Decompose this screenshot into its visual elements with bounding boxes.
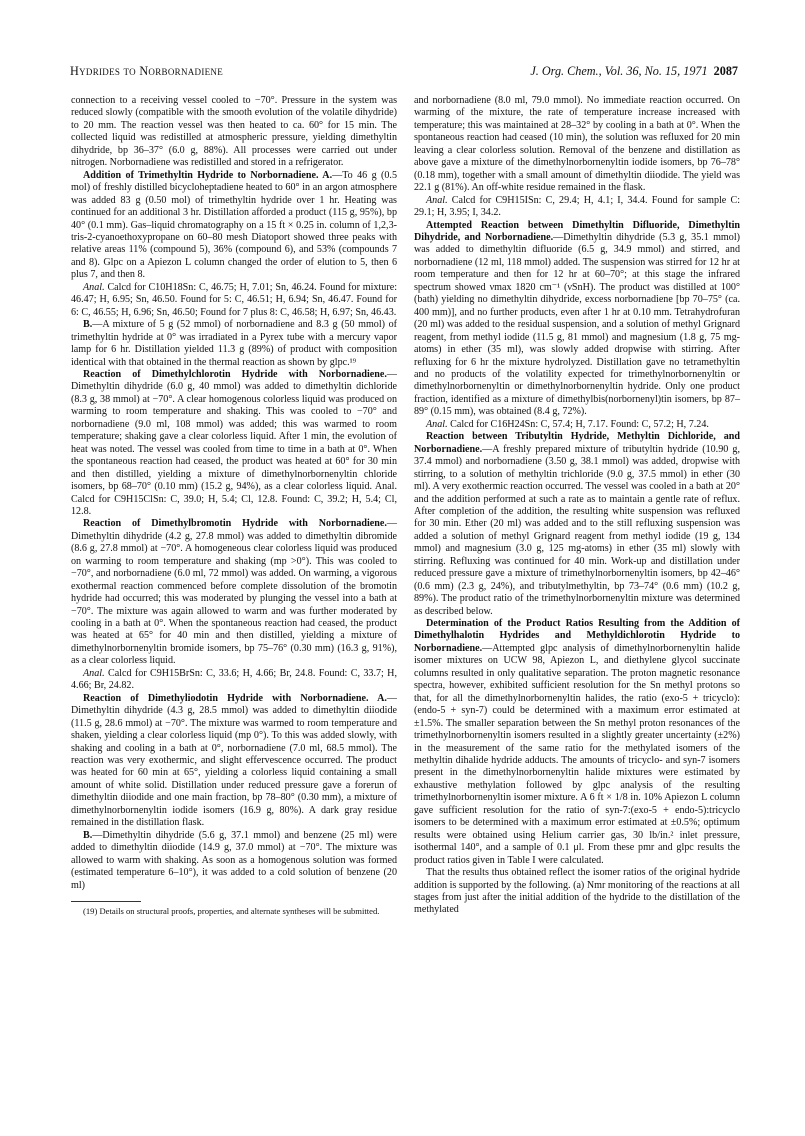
- paragraph-text: and norbornadiene (8.0 ml, 79.0 mmol). No immediate reaction occurred. On warming of the mixture, the rate of temperature increase increased with temperature; this was maintained at 28–32° by cooling in a bath at 0°. When the spontaneous reaction had ceased (10 min), the solution was refluxed for 20 min leaving a clear colorless solution. Removal of the benzene and distillation as above gave a mixture of the dimethylnorbornenyltin iodide isomers, bp 76–78° (0.18 mm), together with a small amount of dimethyltin diiodide. The yield was 22.1 g (81%). An off-white residue remained in the flask.: [414, 95, 740, 194]
- paragraph-text: —Attempted glpc analysis of dimethylnorbornenyltin halide isomer mixtures on UCW 98, Apiezon L, and diethylene glycol succinate columns resulted in only qualitative separation. The proton magnetic resonance spectra, however, exhibited sufficient resolution for the Sn methyl protons so that, for all the dimethylnorbornenyltin halides, the ratio (exo-5 + tricyclo):(endo-5 + syn-7) could be determined with a maximum error estimated at ±1.5%. The smaller separation between the Sn methyl proton resonances of the trimethylnorbornenyltin isomers resulted in a slightly greater uncertainty (±2%) in the measurement of the same ratio for the methylated isomers of the methyltin dihalide hydride adducts. The amounts of tricyclo- and syn-7 isomers present in the dimethylnorbornenyltin halide mixtures were estimated by exhaustive methylation followed by glpc analysis of the resulting trimethylnorbornenyltin isomer mixture. A 6 ft × 1/8 in. 10% Apiezon L column gave sufficient resolution for the ratio of syn-7:(exo-5 + endo-5):tricyclo isomers to be determined with a maximum error estimated at ±0.5%; optimum results were obtained using Helium carrier gas, 30 lb/in.² inlet pressure, isothermal 140°, and a sample of 0.1 μl. From these pmr and glpc results the product ratios given in Table I were calculated.: [414, 642, 740, 866]
- paragraph: [414, 867, 740, 917]
- paragraph-heading: Anal.: [426, 194, 448, 206]
- running-title: Hydrides to Norbornadiene: [70, 64, 224, 78]
- footnote-rule: [71, 901, 141, 902]
- page-number: 2087: [713, 64, 738, 78]
- paragraph-heading: B.: [83, 829, 93, 841]
- running-header: [70, 64, 738, 79]
- paragraph: [71, 319, 397, 369]
- paragraph-heading: Reaction of Dimethyliodotin Hydride with Norbornadiene. A.: [83, 692, 387, 704]
- paragraph-heading: Anal.: [83, 667, 105, 679]
- paragraph-text: —Dimethyltin dihydride (4.2 g, 27.8 mmol) was added to dimethyltin dibromide (8.6 g, 27.8 mmol) at −70°. A homogeneous clear colorless liquid was produced on warming to room temperature and shaking (mp >0°). This was cooled to −70°, and norbornadiene (6.0 ml, 72 mmol) was added. On warming, a vigorous exothermal reaction commenced before complete dissolution of the bromotin hydride had occurred; this was moderated by plunging the vessel into a bath at −70°. The mixture was again allowed to warm and was further moderated by cooling in a bath at 0°. When the spontaneous reaction had ceased, the product was heated at 65° for 40 min and then distilled, yielding a mixture of dimethylnorbornenyltin bromide isomers, bp 75–76° (0.30 mm) (16.3 g, 91%), as a clear colorless liquid.: [71, 518, 397, 667]
- paragraph-text: —Dimethyltin dihydride (5.6 g, 37.1 mmol) and benzene (25 ml) were added to dimethyltin diiodide (14.9 g, 37.0 mmol) at −70°. The mixture was allowed to warm with shaking. As soon as a homogenous solution was formed (estimated temperature 6–10°), it was added to a cold solution of benzene (20 ml): [71, 829, 397, 891]
- paragraph: [414, 220, 740, 419]
- paragraph-text: —Dimethyltin dihydride (5.3 g, 35.1 mmol) was added to dimethyltin difluoride (6.5 g, 34.9 mmol) and stirred, and norbornadiene (12 ml, 118 mmol) added. The suspension was stirred for 12 hr at room temperature and then for 12 hr at 60–70°; at this stage the infrared spectrum showed νmax 1820 cm⁻¹ (νSnH). The product was distilled at 100° (bath) yielding no dimethyltin dihydride, excess norbornadiene [bp 70–75° (ca. 400 mm)], and no further products, even after 1 hr at 0.10 mm. Tetrahydrofuran (20 ml) was added to the residual suspension, and a solution of methyl Grignard reagent, from methyl iodide (11.5 g, 81 mmol) and magnesium (1.8 g, 75 mg-atoms) in ether (35 ml), was slowly added dropwise with stirring. After refluxing for 6 hr the mixture hydrolyzed. Distillation gave no tetramethyltin and no products of the volatility expected for trimethylnorbornenyltin or dimethylnorbornenyltin or dimethylnorbornenyltin hydride. Only one product fraction, identified as a mixture of dimethylbis(norbornenyl)tin isomers, bp 87–89° (0.15 mm), was obtained (8.4 g, 72%).: [414, 231, 740, 418]
- paragraph: [71, 369, 397, 518]
- paragraph-text: Calcd for C16H24Sn: C, 57.4; H, 7.17. Found: C, 57.2; H, 7.24.: [447, 418, 709, 430]
- paragraph-text: —A mixture of 5 g (52 mmol) of norbornadiene and 8.3 g (50 mmol) of trimethyltin hydride at 0° was irradiated in a Pyrex tube with a mercury vapor lamp for 6 hr. Distillation yielded 11.3 g (89%) of product with composition identical with that obtained in the thermal reaction as shown by glpc.¹⁹: [71, 319, 397, 368]
- paragraph-heading: Anal.: [426, 418, 448, 430]
- paragraph: [414, 618, 740, 867]
- paragraph-text: —Dimethyltin dihydride (4.3 g, 28.5 mmol) was added to dimethyltin diiodide (11.5 g, 28.6 mmol) at −70°. The mixture was warmed to room temperature and shaken, yielding a clear colorless liquid (mp 0°). To this was added slowly, with shaking and cooling in a bath at 0°, norbornadiene (7.0 ml, 68.5 mmol). The reaction was very exothermic, and slight effervescence occurred. The product was heated for 60 min at 65°, yielding a colorless liquid containing a small amount of white solid. Distillation under reduced pressure gave a forerun of dimethyltin diiodide and one main fraction, bp 78–80° (0.30 mm), a mixture of dimethylnorbornenyltin iodide isomers (16.9 g, 80%). A dark gray residue remained in the distillation flask.: [71, 692, 397, 829]
- paragraph-heading: Attempted Reaction between Dimethyltin Difluoride, Dimethyltin Dihydride, and Norbornadiene.: [414, 219, 740, 243]
- paragraph-text: Calcd for C10H18Sn: C, 46.75; H, 7.01; Sn, 46.24. Found for mixture: 46.47; H, 6.95; Sn, 46.50. Found for 5: C, 46.51; H, 6.94; Sn, 46.47. Found for 6: C, 46.55; H, 6.96; Sn, 46.50; Found for 7 plus 8: C, 46.58; H, 6.97; Sn, 46.43.: [71, 281, 397, 318]
- left-column-body: [71, 95, 397, 892]
- footnote: (19) Details on structural proofs, properties, and alternate syntheses will be submitted.: [83, 906, 380, 916]
- paragraph-heading: Reaction between Tributyltin Hydride, Methyltin Dichloride, and Norbornadiene.: [414, 431, 740, 455]
- paragraph: [414, 195, 740, 220]
- paragraph-heading: Reaction of Dimethylbromotin Hydride with Norbornadiene.: [83, 518, 387, 530]
- paragraph: [414, 95, 740, 195]
- paragraph: [71, 518, 397, 667]
- paragraph-text: —A freshly prepared mixture of tributyltin hydride (10.90 g, 37.4 mmol) and norbornadiene (3.50 g, 38.1 mmol) was added, dropwise with stirring, to a solution of methyltin trichloride (9.0 g, 37.5 mmol) in ether (30 ml). A very exothermic reaction occurred. The vessel was cooled in a bath at 20° and the addition performed at such a rate as to maintain a gentle rate of reflux. After completion of the addition, the resulting white suspension was refluxed for 30 min. Ether (20 ml) was added and to the still refluxing suspension was added a solution of methyl Grignard reagent from methyl iodide (19 g, 134 mmol) and magnesium (3.0 g, 125 mg-atoms) in ether (35 ml) slowly with stirring. Refluxing was continued for 40 min. Work-up and distillation under reduced pressure gave a mixture of trimethylnorbornenyltin isomers, bp 42–46° (0.6 mm) (2.3 g, 24%), and tributylmethyltin, bp 73–74° (0.6 mm) (10.2 g, 89%). The product ratio of the trimethylnorbornenyltin mixture was determined as described below.: [414, 443, 740, 617]
- paragraph-text: —To 46 g (0.5 mol) of freshly distilled bicycloheptadiene heated to 60° in an argon atmosphere was added 83 g (0.50 mol) of trimethyltin hydride over 1 hr. Heating was continued for an additional 3 hr. Distillation afforded a product (115 g, 95%), bp 40° (0.1 mm). Gas–liquid chromatography on a 15 ft × 0.25 in. column of 1,2,3-tris-2-cyanoethoxypropane on 60–80 mesh Diatoport showed three peaks with relative areas 11% (compound 5), 36% (compound 6), and 53% (compounds 7 and 8). Glpc on a Apiezon L column changed the order of elution to 5, then 6 plus 7, and then 8.: [71, 169, 397, 281]
- paragraph: [71, 693, 397, 830]
- paragraph: [414, 419, 740, 431]
- paragraph: [71, 668, 397, 693]
- paragraph-heading: Determination of the Product Ratios Resulting from the Addition of Dimethylhalotin Hydrides and Methyldichlorotin Hydride to Norbornadiene.: [414, 618, 740, 654]
- right-column: [414, 95, 740, 917]
- paragraph-heading: Anal.: [83, 281, 105, 293]
- paragraph-text: That the results thus obtained reflect the isomer ratios of the original hydride addition is supported by the following. (a) Nmr monitoring of the reactions at all stages from just after the initial addition of the hydride to the distillation of the methylated: [414, 867, 740, 916]
- paragraph-heading: Reaction of Dimethylchlorotin Hydride with Norbornadiene.: [83, 368, 387, 380]
- paragraph: [71, 282, 397, 319]
- paragraph-heading: Addition of Trimethyltin Hydride to Norbornadiene. A.: [83, 169, 333, 181]
- paragraph-heading: B.: [83, 319, 93, 331]
- paragraph-text: —Dimethyltin dihydride (6.0 g, 40 mmol) was added to dimethyltin dichloride (8.3 g, 38 mmol) at −70°. A clear homogenous colorless liquid was produced on warming to room temperature and shaking. This was cooled to −70° and norbornadiene (9.0 ml, 108 mmol) was added; this was warmed to room temperature; shaking gave a clear colorless liquid. After 1 min, the evolution of heat was noted. The vessel was cooled from time to time in a bath at 0°. When the spontaneous reaction had ceased, the product was heated at 60° for 30 min and then distilled, yielding a mixture of dimethylnorbornenyltin chloride isomers, bp 68–70° (0.10 mm) (15.2 g, 94%), as a clear colorless liquid. Anal. Calcd for C9H15ClSn: C, 39.0; H, 5.4; Cl, 12.8. Found: C, 39.2; H, 5.4; Cl, 12.8.: [71, 368, 397, 517]
- journal-citation: [530, 64, 738, 79]
- paragraph-text: Calcd for C9H15BrSn: C, 33.6; H, 4.66; Br, 24.8. Found: C, 33.7; H, 4.66; Br, 24.82.: [71, 667, 397, 692]
- paragraph: [71, 170, 397, 282]
- paragraph: [71, 95, 397, 170]
- paragraph: [71, 830, 397, 892]
- paragraph: [414, 431, 740, 618]
- paragraph-text: Calcd for C9H15ISn: C, 29.4; H, 4.1; I, 34.4. Found for sample C: 29.1; H, 3.95; I, 34.2.: [414, 194, 740, 219]
- journal-name: J. Org. Chem., Vol. 36, No. 15, 1971: [530, 64, 708, 78]
- right-column-body: [414, 95, 740, 917]
- left-column: [71, 95, 397, 917]
- paragraph-text: connection to a receiving vessel cooled to −70°. Pressure in the system was reduced slowly (compatible with the smooth evolution of the volatile dihydride) to 20 mm. The reaction vessel was then heated to ca. 60° for 15 min. The collected liquid was redistilled at atmospheric pressure, yielding dimethyltin dihydride, bp 36–37° (6.0 g, 88%). All processes were carried out under nitrogen. Norbornadiene was redistilled and stored in a refrigerator.: [71, 95, 397, 169]
